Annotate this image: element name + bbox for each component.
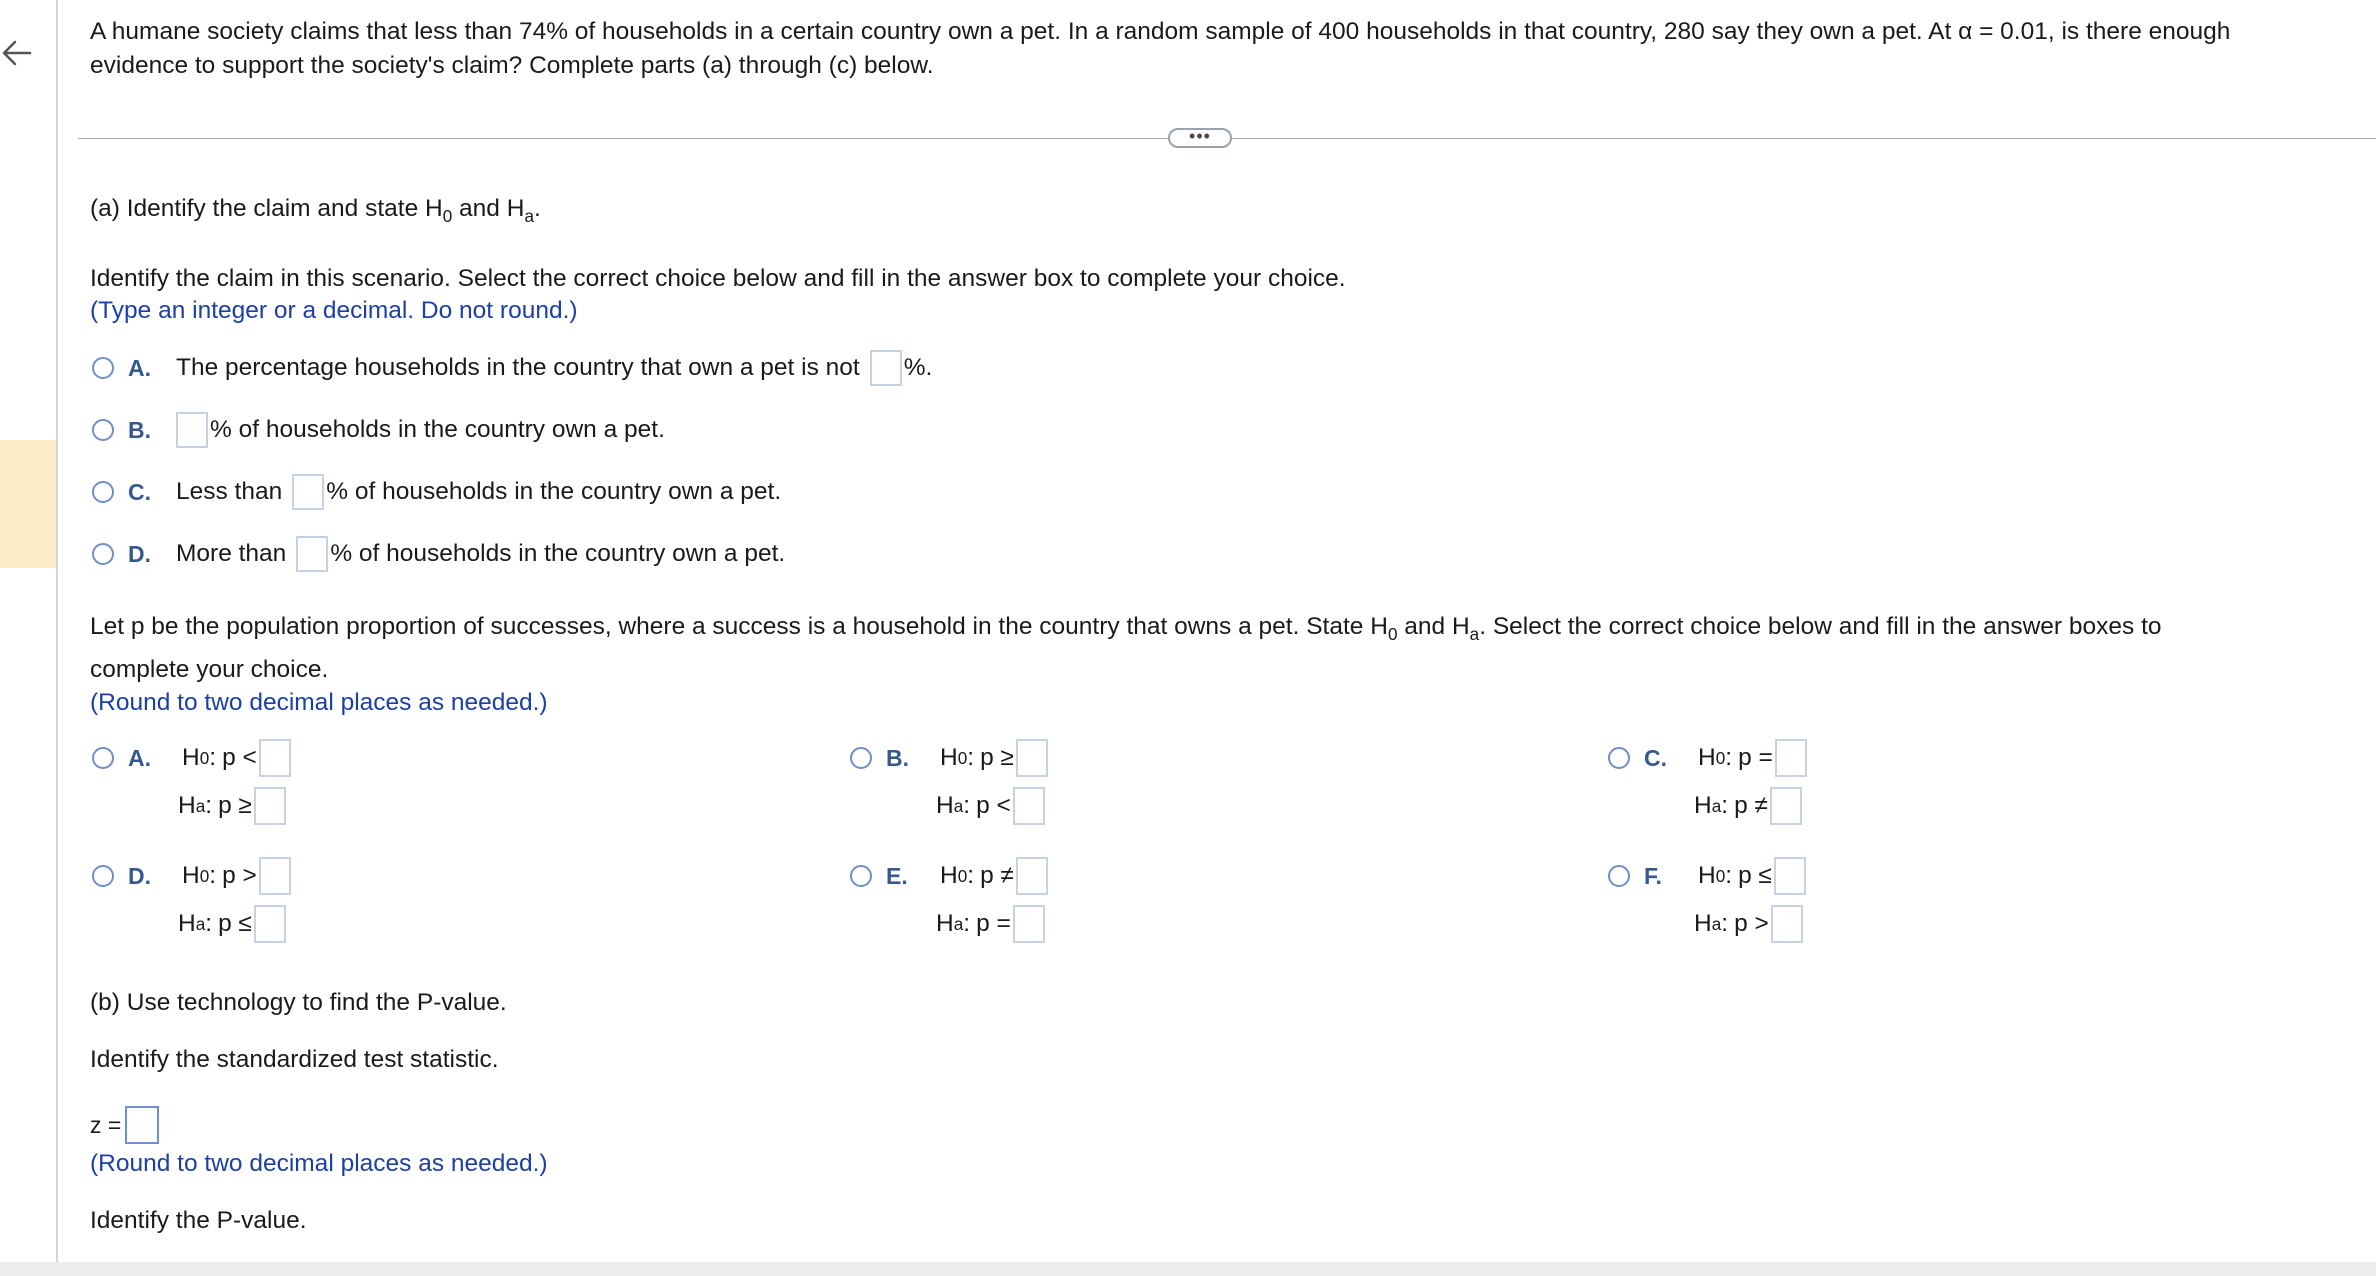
z-hint: (Round to two decimal places as needed.) bbox=[90, 1150, 548, 1177]
claim-choice-c[interactable]: C. Less than % of households in the country own a pet. bbox=[92, 472, 781, 512]
answer-box[interactable] bbox=[259, 857, 291, 895]
hyp-choice-b[interactable]: B. H 0 : p ≥ H a : p < bbox=[850, 734, 1050, 830]
claim-prompt: Identify the claim in this scenario. Select the correct choice below and fill in the answer box to complete your choice. bbox=[90, 265, 1346, 292]
part-a-heading: (a) Identify the claim and state $H_0$ and $H_a$. bbox=[90, 195, 541, 226]
answer-box[interactable] bbox=[254, 787, 286, 825]
radio-button[interactable] bbox=[850, 865, 872, 887]
radio-button[interactable] bbox=[1608, 865, 1630, 887]
answer-box[interactable] bbox=[1775, 739, 1807, 777]
hypothesis-prompt-cont: complete your choice. bbox=[90, 656, 329, 683]
answer-box[interactable] bbox=[1771, 905, 1803, 943]
radio-button[interactable] bbox=[92, 865, 114, 887]
pvalue-prompt: Identify the P-value. bbox=[90, 1207, 307, 1234]
answer-box[interactable] bbox=[1774, 857, 1806, 895]
claim-choice-d[interactable]: D. More than % of households in the country own a pet. bbox=[92, 534, 785, 574]
hypothesis-hint: (Round to two decimal places as needed.) bbox=[90, 689, 548, 716]
more-button[interactable]: ••• bbox=[1168, 128, 1232, 148]
answer-box[interactable] bbox=[296, 536, 328, 572]
claim-hint: (Type an integer or a decimal. Do not round.) bbox=[90, 297, 578, 324]
claim-choice-b[interactable]: B. % of households in the country own a pet. bbox=[92, 410, 665, 450]
radio-button[interactable] bbox=[850, 747, 872, 769]
question-text bbox=[90, 15, 2360, 83]
radio-button[interactable] bbox=[1608, 747, 1630, 769]
answer-box[interactable] bbox=[1016, 739, 1048, 777]
part-b-heading: (b) Use technology to find the P-value. bbox=[90, 989, 507, 1016]
question-line-2: evidence to support the society's claim? Complete parts (a) through (c) below. bbox=[90, 52, 934, 79]
radio-button[interactable] bbox=[92, 357, 114, 379]
answer-box[interactable] bbox=[292, 474, 324, 510]
hyp-choice-a[interactable]: A. H 0 : p < H a : p ≥ bbox=[92, 734, 293, 830]
rail-highlight bbox=[0, 440, 56, 568]
answer-box[interactable] bbox=[254, 905, 286, 943]
bottom-bar bbox=[0, 1262, 2376, 1276]
z-answer-box[interactable] bbox=[125, 1106, 159, 1144]
answer-box[interactable] bbox=[1013, 787, 1045, 825]
claim-choice-a[interactable]: A. The percentage households in the country that own a pet is not %. bbox=[92, 348, 932, 388]
test-statistic-prompt: Identify the standardized test statistic. bbox=[90, 1046, 499, 1073]
hypothesis-prompt: Let p be the population proportion of successes, where a success is a household in the country that owns a pet. State $H_0$ and $H_a$. Select the correct choice below and fill in the answer boxes to bbox=[90, 613, 2162, 644]
radio-button[interactable] bbox=[92, 543, 114, 565]
hyp-choice-e[interactable]: E. H 0 : p ≠ H a : p = bbox=[850, 852, 1050, 948]
radio-button[interactable] bbox=[92, 481, 114, 503]
radio-button[interactable] bbox=[92, 747, 114, 769]
answer-box[interactable] bbox=[176, 412, 208, 448]
z-answer-row: z = bbox=[90, 1105, 161, 1145]
answer-box[interactable] bbox=[870, 350, 902, 386]
left-rail bbox=[0, 0, 58, 1262]
answer-box[interactable] bbox=[1770, 787, 1802, 825]
hyp-choice-f[interactable]: F. H 0 : p ≤ H a : p > bbox=[1608, 852, 1808, 948]
answer-box[interactable] bbox=[259, 739, 291, 777]
answer-box[interactable] bbox=[1013, 905, 1045, 943]
hyp-choice-d[interactable]: D. H 0 : p > H a : p ≤ bbox=[92, 852, 293, 948]
radio-button[interactable] bbox=[92, 419, 114, 441]
hyp-choice-c[interactable]: C. H 0 : p = H a : p ≠ bbox=[1608, 734, 1809, 830]
arrow-left-icon[interactable] bbox=[0, 34, 38, 72]
question-line-1: A humane society claims that less than 74% of households in a certain country own a pet. In a random sample of 400 households in that country, 280 say they own a pet. At α = 0.01, is there enough bbox=[90, 18, 2231, 45]
answer-box[interactable] bbox=[1016, 857, 1048, 895]
